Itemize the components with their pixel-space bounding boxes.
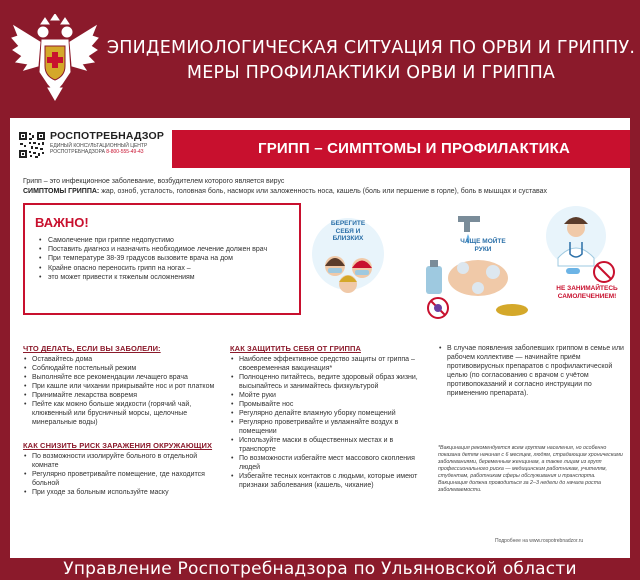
list-item: • Избегайте тесных контактов с людьми, которые имеют признаки заболевания (кашель, чихание) <box>230 472 430 490</box>
list-item: • Мойте руки <box>230 391 430 400</box>
list-item: • Регулярно проветривайте и увлажняйте воздух в помещении <box>230 418 430 436</box>
list-item: • При температуре 38-39 градусов вызовите врача на дом <box>39 254 297 263</box>
reduce-risk-title: КАК СНИЗИТЬ РИСК ЗАРАЖЕНИЯ ОКРУЖАЮЩИХ <box>23 441 213 450</box>
poster-banner: ГРИПП – СИМПТОМЫ И ПРОФИЛАКТИКА <box>172 130 630 168</box>
qr-code-icon <box>19 132 45 158</box>
org-sub-line-1: ЕДИНЫЙ КОНСУЛЬТАЦИОННЫЙ ЦЕНТР <box>50 143 148 149</box>
list-item: • Промывайте нос <box>230 400 430 409</box>
header-band <box>0 0 640 115</box>
list-item: • Регулярно делайте влажную уборку помещений <box>230 409 430 418</box>
org-sub-line-2: РОСПОТРЕБНАДЗОРА <box>50 149 105 155</box>
list-item: • это может привести к тяжелым осложнениям <box>39 273 297 282</box>
family-column <box>438 344 626 398</box>
list-item: • Пейте как можно больше жидкости (горячий чай, клюквенный или брусничный морсы, щелочные минеральные воды) <box>23 400 223 427</box>
symptoms-label: СИМПТОМЫ ГРИППА: <box>23 187 100 195</box>
list-item: • Крайне опасно переносить грипп на ногах – <box>39 264 297 273</box>
intro-line: Грипп – это инфекционное заболевание, возбудителем которого является вирус <box>23 178 285 185</box>
list-item: • Используйте маски в общественных местах и в транспорте <box>230 436 430 454</box>
protect-title: КАК ЗАЩИТИТЬ СЕБЯ ОТ ГРИППА <box>230 344 361 353</box>
intro-text <box>23 177 623 196</box>
sick-column <box>23 344 223 427</box>
flu-poster <box>10 118 630 558</box>
protect-list <box>230 355 430 490</box>
protect-column <box>230 344 430 490</box>
list-item: • Поставить диагноз и назначить необходимое лечение должен врач <box>39 245 297 254</box>
sick-title: ЧТО ДЕЛАТЬ, ЕСЛИ ВЫ ЗАБОЛЕЛИ: <box>23 344 161 353</box>
symptoms-text: жар, озноб, усталость, головная боль, насморк или заложенность носа, кашель (боль или першение в горле), боль в мышцах и суставах <box>101 187 547 195</box>
reduce-risk-list <box>23 452 223 497</box>
important-box <box>23 203 301 315</box>
page-title <box>106 36 636 86</box>
reduce-risk-column <box>23 441 223 497</box>
no-self-treatment-label: НЕ ЗАНИМАЙТЕСЬ САМОЛЕЧЕНИЕМ! <box>556 285 618 300</box>
list-item: • Регулярно проветривайте помещение, где находится больной <box>23 470 223 488</box>
list-item: • Самолечение при гриппе недопустимо <box>39 236 297 245</box>
family-list <box>438 344 626 398</box>
org-name: РОСПОТРЕБНАДЗОР <box>50 130 165 142</box>
more-info-footnote: Подробнее на www.rospotrebnadzor.ru <box>495 538 584 544</box>
org-phone: 8-800-555-49-43 <box>106 149 144 155</box>
list-item: • Принимайте лекарства вовремя <box>23 391 223 400</box>
illustrations <box>308 202 624 320</box>
important-list <box>39 236 297 282</box>
list-item: • Выполняйте все рекомендации лечащего врача <box>23 373 223 382</box>
list-item: • Соблюдайте постельный режим <box>23 364 223 373</box>
double-headed-eagle-emblem-icon <box>10 14 100 102</box>
important-title: ВАЖНО! <box>35 215 89 230</box>
sick-list <box>23 355 223 427</box>
list-item: • При кашле или чихании прикрывайте нос и рот платком <box>23 382 223 391</box>
list-item: • В случае появления заболевших гриппом в семье или рабочем коллективе — начинайте приём противовирусных препаратов с профилактической целью (по согласованию с врачом с учётом противопоказаний и согласно инструкции по применению препарата). <box>438 344 626 398</box>
title-line-2: МЕРЫ ПРОФИЛАКТИКИ ОРВИ И ГРИППА <box>186 63 556 83</box>
footer-band: Управление Роспотребнадзора по Ульяновской области <box>0 558 640 580</box>
list-item: • При уходе за больным используйте маску <box>23 488 223 497</box>
list-item: • Оставайтесь дома <box>23 355 223 364</box>
vaccination-note: *Вакцинация рекомендуется всем группам населения, но особенно показана детям начиная с 6 месяцев, людям, страдающим хроническими заболеваниями, беременным женщинам, а также лицам из групп профессионального риска — медицинским работникам, учителям, студентам, работникам сферы обслуживания и транспорта. Вакцинация должна проводиться за 2–3 недели до начала роста заболеваемости. <box>438 445 623 493</box>
protect-label: БЕРЕГИТЕ СЕБЯ И БЛИЗКИХ <box>330 220 366 242</box>
wash-hands-label: ЧАЩЕ МОЙТЕ РУКИ <box>460 238 506 253</box>
list-item: • Полноценно питайтесь, ведите здоровый образ жизни, высыпайтесь и занимайтесь физкультурой <box>230 373 430 391</box>
list-item: • Наиболее эффективное средство защиты от гриппа – своевременная вакцинация* <box>230 355 430 373</box>
list-item: • По возможности избегайте мест массового скопления людей <box>230 454 430 472</box>
org-subtitle <box>50 143 180 155</box>
list-item: • По возможности изолируйте больного в отдельной комнате <box>23 452 223 470</box>
title-line-1: ЭПИДЕМИОЛОГИЧЕСКАЯ СИТУАЦИЯ ПО ОРВИ И ГРИППУ. <box>106 38 636 58</box>
